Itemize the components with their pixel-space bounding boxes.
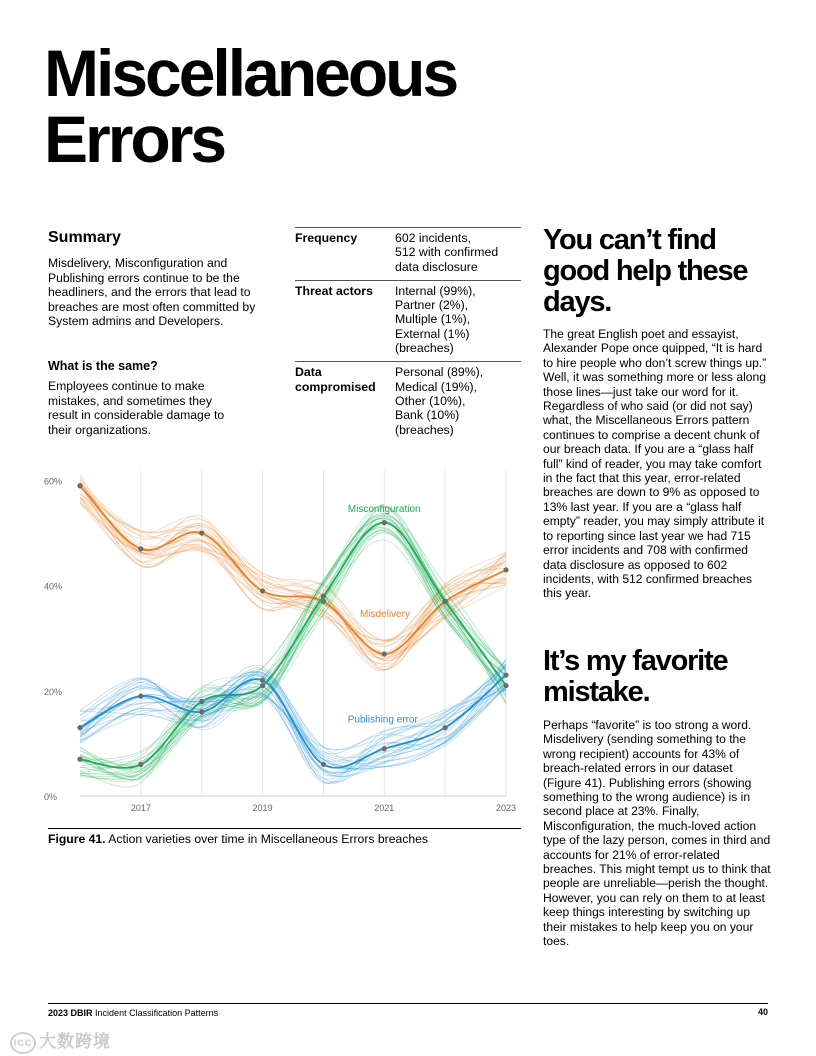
figure-caption-text: Action varieties over time in Miscellaneous Errors breaches — [108, 832, 429, 846]
data-point — [199, 530, 204, 535]
summary-text: Misdelivery, Misconfiguration and Publishing errors continue to be the headliners, and the errors that lead to breaches are most often committed by System admins and Developers. — [48, 256, 256, 328]
watermark-text: 大数跨境 — [39, 1032, 111, 1051]
watermark — [10, 1027, 111, 1054]
article-paragraph-2: Perhaps “favorite” is too strong a word. Misdelivery (sending something to the wrong recipient) accounts for 43% of breach-related errors in our dataset (Figure 41). Publishing errors (showing something to the wrong audience) is in second place at 23%. Finally, Misconfiguration, the much-loved action type of the lazy person, comes in third and accounts for 21% of error-related breaches. This might tempt us to think that people are unreliable—perish the thought. However, you can rely on them to at least keep things interesting by switching up their mistakes to help keep you on your toes. — [543, 718, 771, 949]
summary-heading: Summary — [48, 229, 121, 246]
y-tick-label: 60% — [44, 476, 63, 487]
page-number: 40 — [757, 1007, 768, 1017]
data-point — [260, 588, 265, 593]
series-label: Misdelivery — [359, 609, 410, 621]
fact-label: Frequency — [295, 231, 358, 245]
fact-label: Threat actors — [295, 283, 373, 298]
series-sample-line — [80, 483, 506, 670]
series-sample-line — [80, 484, 506, 658]
same-heading: What is the same? — [48, 359, 158, 373]
watermark-logo: ICC — [10, 1032, 36, 1054]
y-tick-label: 0% — [44, 792, 58, 802]
series-sample-line — [80, 487, 506, 646]
footer-report: 2023 DBIR — [48, 1008, 93, 1018]
fact-value: Personal (89%), Medical (19%), Other (10%), Bank (10%) (breaches) — [395, 365, 484, 437]
data-point — [77, 757, 82, 762]
data-point — [321, 762, 326, 767]
fact-row-threat-actors — [295, 280, 521, 361]
series-sample-line — [80, 494, 506, 656]
fact-value: 602 incidents, 512 with confirmed data disclosure — [395, 231, 499, 274]
y-tick-label: 20% — [44, 686, 63, 697]
data-point — [321, 594, 326, 599]
fact-row-data-compromised — [295, 361, 521, 442]
line-chart — [44, 458, 522, 820]
data-point — [138, 546, 143, 551]
footer-divider — [48, 1003, 768, 1004]
data-point — [138, 762, 143, 767]
data-point — [382, 651, 387, 656]
same-text: Employees continue to make mistakes, and sometimes they result in considerable damage to their organizations. — [48, 379, 225, 437]
fact-value: Internal (99%), Partner (2%), Multiple (1%), External (1%) (breaches) — [395, 283, 476, 356]
x-tick-label: 2017 — [130, 803, 151, 813]
x-tick-label: 2021 — [374, 803, 395, 813]
article-heading-2: It’s my favorite mistake. — [543, 645, 728, 708]
figure-caption-number: Figure 41. — [48, 832, 106, 846]
data-point — [443, 725, 448, 730]
series-misdelivery — [77, 475, 508, 671]
data-point — [382, 746, 387, 751]
data-point — [382, 520, 387, 525]
article-heading-1: You can’t find good help these days. — [543, 224, 748, 318]
series-sample-line — [80, 503, 506, 640]
data-point — [443, 599, 448, 604]
chart-divider — [48, 828, 521, 829]
series-sample-line — [80, 491, 506, 640]
facts-table — [295, 227, 521, 443]
x-tick-label: 2019 — [252, 803, 273, 813]
data-point — [199, 709, 204, 714]
series-sample-line — [80, 486, 506, 659]
series-label: Publishing error — [347, 714, 418, 726]
data-point — [503, 567, 508, 572]
page-title-line2: Errors — [44, 102, 225, 176]
footer-section: Incident Classification Patterns — [95, 1008, 219, 1018]
data-point — [77, 483, 82, 488]
page-title — [44, 36, 604, 176]
y-tick-label: 40% — [44, 581, 63, 592]
series-label: Misconfiguration — [347, 504, 421, 516]
x-tick-label: 2023 — [495, 803, 517, 813]
data-point — [260, 678, 265, 683]
page-title-line1: Miscellaneous — [44, 36, 457, 110]
fact-label: Data compromised — [295, 365, 376, 394]
data-point — [138, 693, 143, 698]
article-paragraph-1: The great English poet and essayist, Alexander Pope once quipped, “It is hard to hire people who don’t screw things up.” Well, it was something more or less along those lines—just take our word for it. Regardless of who said (or did not say) what, the Miscellaneous Errors pattern continues to comprise a decent chunk of our breach data. If you are a “glass half full” kind of reader, you may take comfort in the fact that this year, error-related breaches are down to 9% as opposed to 13% last year. If you are a “glass half empty” reader, you may simply attribute it to reporting since last year we had 715 error incidents and 708 with confirmed data disclosure as opposed to 602 incidents, with 512 confirmed breaches this year. — [543, 327, 767, 601]
data-point — [503, 672, 508, 677]
fact-row-frequency — [295, 227, 521, 280]
figure-caption — [48, 832, 428, 846]
data-point — [77, 725, 82, 730]
footer-label — [48, 1008, 218, 1018]
